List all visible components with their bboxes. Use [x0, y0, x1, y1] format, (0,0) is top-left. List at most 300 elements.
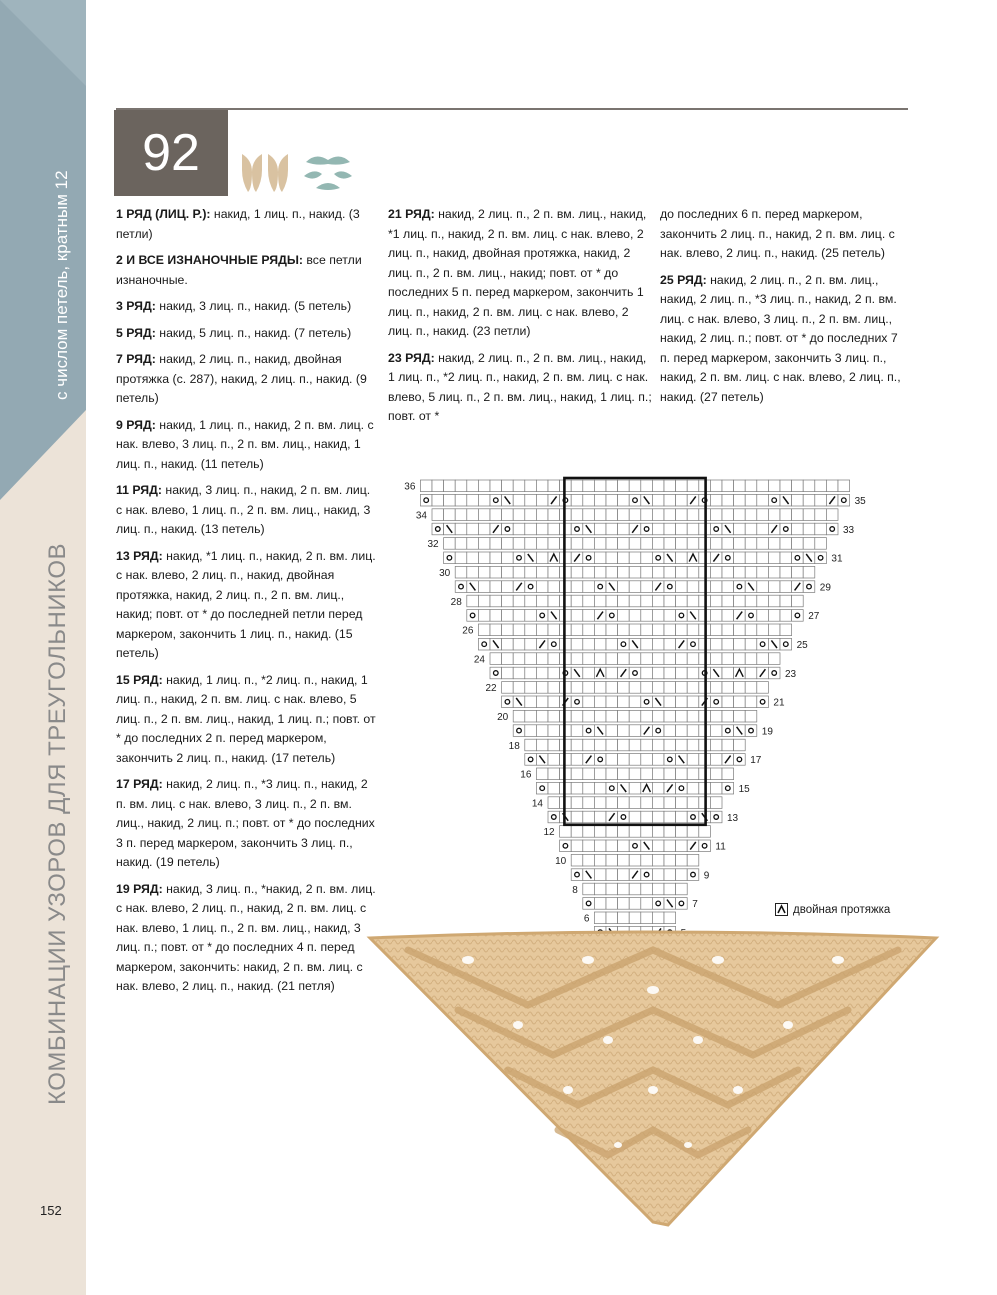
- chart-cell: [548, 638, 560, 650]
- row-label: 11: [715, 841, 726, 853]
- chart-cell: [478, 566, 490, 578]
- chart-cell: [687, 696, 699, 708]
- chart-cell: [710, 566, 722, 578]
- chart-cell: [641, 898, 653, 910]
- chart-cell: [676, 768, 688, 780]
- chart-cell: [583, 883, 595, 895]
- chart-cell: [757, 523, 769, 535]
- chart-cell: [664, 710, 676, 722]
- chart-cell: [525, 523, 537, 535]
- double-decrease-icon: [775, 903, 788, 916]
- chart-cell: [710, 523, 722, 535]
- chart-cell: [618, 523, 630, 535]
- chart-cell: [478, 480, 490, 492]
- chart-cell: [722, 610, 734, 622]
- chart-cell: [513, 624, 525, 636]
- chart-cell: [594, 566, 606, 578]
- chart-cell: [513, 566, 525, 578]
- chart-cell: [664, 523, 676, 535]
- chart-cell: [734, 595, 746, 607]
- chart-cell: [710, 696, 722, 708]
- chart-cell: [734, 480, 746, 492]
- chart-cell: [745, 682, 757, 694]
- chart-cell: [618, 653, 630, 665]
- chart-cell: [652, 509, 664, 521]
- chart-cell: [618, 624, 630, 636]
- chart-cell: [734, 710, 746, 722]
- chart-cell: [594, 552, 606, 564]
- chart-cell: [548, 754, 560, 766]
- chart-cell: [536, 523, 548, 535]
- chart-cell: [687, 739, 699, 751]
- row-label: 19: [761, 726, 773, 738]
- chart-cell: [571, 538, 583, 550]
- instruction-row: 23 РЯД: накид, 2 лиц. п., 2 п. вм. лиц., накид, 1 лиц. п., *2 лиц. п., накид, 2 п. вм. лиц. с нак. влево, 5 лиц. п., 2 п. вм. лиц., накид, 1 лиц. п.; повт. от *: [388, 350, 652, 423]
- chart-cell: [594, 883, 606, 895]
- chart-cell: [571, 595, 583, 607]
- chart-cell: [664, 696, 676, 708]
- chart-cell: [606, 638, 618, 650]
- chart-cell: [664, 840, 676, 852]
- chart-cell: [792, 509, 804, 521]
- chart-cell: [536, 782, 548, 794]
- chart-cell: [722, 725, 734, 737]
- chart-cell: [676, 696, 688, 708]
- pattern-number: 92: [114, 110, 228, 196]
- chart-cell: [571, 682, 583, 694]
- chart-cell: [722, 782, 734, 794]
- chart-cell: [641, 624, 653, 636]
- chart-cell: [560, 840, 572, 852]
- row-label: 31: [831, 553, 843, 565]
- chart-cell: [652, 854, 664, 866]
- chart-cell: [641, 696, 653, 708]
- chart-cell: [502, 523, 514, 535]
- chart-cell: [792, 566, 804, 578]
- chart-cell: [606, 710, 618, 722]
- chart-cell: [676, 538, 688, 550]
- chart-cell: [641, 883, 653, 895]
- chart-cell: [548, 595, 560, 607]
- chart-cell: [629, 538, 641, 550]
- chart-cell: [571, 610, 583, 622]
- chart-cell: [606, 624, 618, 636]
- chart-cell: [571, 653, 583, 665]
- chart-cell: [687, 869, 699, 881]
- chart-cell: [548, 581, 560, 593]
- chart-cell: [641, 682, 653, 694]
- chart-cell: [676, 883, 688, 895]
- chart-cell: [838, 480, 850, 492]
- chart-cell: [722, 682, 734, 694]
- chart-cell: [618, 898, 630, 910]
- chart-cell: [710, 710, 722, 722]
- chart-cell: [687, 523, 699, 535]
- chart-cell: [792, 552, 804, 564]
- page-number: 152: [40, 1203, 62, 1218]
- chart-cell: [780, 595, 792, 607]
- chart-cell: [548, 768, 560, 780]
- chart-cell: [641, 826, 653, 838]
- chart-cell: [525, 595, 537, 607]
- chart-cell: [606, 768, 618, 780]
- row-label: 10: [555, 856, 567, 867]
- chart-cell: [664, 869, 676, 881]
- chart-cell: [618, 480, 630, 492]
- chart-cell: [710, 811, 722, 823]
- chart-cell: [745, 552, 757, 564]
- chart-cell: [618, 494, 630, 506]
- chart-cell: [571, 739, 583, 751]
- chart-cell: [525, 739, 537, 751]
- chart-cell: [745, 710, 757, 722]
- chart-cell: [687, 782, 699, 794]
- chart-cell: [780, 610, 792, 622]
- chart-cell: [676, 667, 688, 679]
- chart-cell: [629, 854, 641, 866]
- instruction-row: 3 РЯД: накид, 3 лиц. п., накид. (5 петель): [116, 299, 352, 313]
- chart-cell: [803, 509, 815, 521]
- chart-cell: [745, 638, 757, 650]
- chart-cell: [664, 797, 676, 809]
- chart-cell: [513, 552, 525, 564]
- section-subtitle: с числом петель, кратным 12: [52, 170, 71, 400]
- chart-cell: [722, 739, 734, 751]
- chart-cell: [571, 869, 583, 881]
- chart-cell: [513, 653, 525, 665]
- chart-cell: [664, 667, 676, 679]
- sidebar: [0, 0, 86, 1295]
- chart-cell: [815, 552, 827, 564]
- row-label: 15: [738, 784, 750, 795]
- chart-cell: [652, 912, 664, 924]
- chart-cell: [722, 494, 734, 506]
- lace-yarnover-icon: [302, 152, 354, 192]
- chart-cell: [710, 797, 722, 809]
- chart-cell: [652, 739, 664, 751]
- chart-cell: [606, 696, 618, 708]
- chart-cell: [676, 797, 688, 809]
- row-label: 29: [819, 582, 831, 594]
- chart-cell: [676, 480, 688, 492]
- chart-cell: [734, 523, 746, 535]
- chart-cell: [455, 538, 467, 550]
- chart-cell: [618, 883, 630, 895]
- chart-cell: [536, 610, 548, 622]
- chart-cell: [768, 581, 780, 593]
- chart-cell: [606, 667, 618, 679]
- chart-cell: [664, 854, 676, 866]
- chart-cell: [734, 754, 746, 766]
- chart-cell: [513, 538, 525, 550]
- row-label: 24: [473, 654, 485, 666]
- chart-cell: [687, 682, 699, 694]
- row-label: 13: [727, 812, 739, 824]
- chart-cell: [710, 610, 722, 622]
- chart-cell: [629, 682, 641, 694]
- chart-cell: [536, 682, 548, 694]
- chart-cell: [606, 523, 618, 535]
- chart-cell: [583, 480, 595, 492]
- chart-cell: [664, 566, 676, 578]
- chart-cell: [699, 826, 711, 838]
- row-label: 23: [785, 668, 797, 680]
- chart-cell: [664, 653, 676, 665]
- chart-cell: [629, 494, 641, 506]
- chart-cell: [780, 523, 792, 535]
- chart-cell: [606, 912, 618, 924]
- chart-cell: [444, 552, 456, 564]
- chart-cell: [710, 682, 722, 694]
- chart-cell: [629, 912, 641, 924]
- chart-cell: [745, 523, 757, 535]
- chart-cell: [583, 624, 595, 636]
- chart-cell: [734, 509, 746, 521]
- chart-cell: [641, 912, 653, 924]
- chart-cell: [548, 653, 560, 665]
- chart-cell: [594, 480, 606, 492]
- chart-cell: [548, 566, 560, 578]
- chart-cell: [641, 538, 653, 550]
- row-label: 17: [750, 755, 762, 767]
- chart-cell: [664, 826, 676, 838]
- chart-cell: [571, 768, 583, 780]
- chart-cell: [768, 480, 780, 492]
- row-label: 16: [520, 769, 532, 781]
- chart-cell: [618, 869, 630, 881]
- row-label: 32: [427, 539, 439, 551]
- chart-cell: [652, 566, 664, 578]
- chart-cell: [583, 854, 595, 866]
- chart-cell: [745, 696, 757, 708]
- chart-cell: [687, 667, 699, 679]
- chart-cell: [641, 595, 653, 607]
- chart-cell: [780, 624, 792, 636]
- chart-cell: [618, 797, 630, 809]
- chart-cell: [594, 638, 606, 650]
- chart-cell: [594, 710, 606, 722]
- chart-cell: [502, 638, 514, 650]
- chart-cell: [676, 898, 688, 910]
- chart-cell: [606, 898, 618, 910]
- chart-cell: [676, 610, 688, 622]
- chart-cell: [629, 509, 641, 521]
- instruction-row: 5 РЯД: накид, 5 лиц. п., накид. (7 петель): [116, 325, 352, 340]
- chart-cell: [745, 509, 757, 521]
- chart-cell: [629, 811, 641, 823]
- chart-cell: [478, 494, 490, 506]
- chart-cell: [652, 667, 664, 679]
- chart-cell: [502, 581, 514, 593]
- chart-cell: [664, 682, 676, 694]
- chart-cell: [548, 739, 560, 751]
- chart-cell: [513, 725, 525, 737]
- chart-cell: [768, 566, 780, 578]
- chart-cell: [687, 826, 699, 838]
- chart-cell: [757, 494, 769, 506]
- chart-cell: [571, 854, 583, 866]
- chart-cell: [490, 595, 502, 607]
- chart-cell: [687, 725, 699, 737]
- chart-cell: [571, 725, 583, 737]
- instruction-row: 1 РЯД (ЛИЦ. Р.): накид, 1 лиц. п., накид. (3 петли): [116, 207, 360, 241]
- chart-cell: [548, 725, 560, 737]
- chart-cell: [757, 581, 769, 593]
- chart-cell: [734, 566, 746, 578]
- instruction-row: 15 РЯД: накид, 1 лиц. п., *2 лиц. п., накид, 1 лиц. п., накид, 2 п. вм. лиц. с нак. влево, 5 лиц. п., 2 п. вм. лиц., накид, 1 лиц. п.; повт. от * до последних 2 п. перед маркером, закончить 2 лиц. п., накид. (17 петель): [116, 672, 376, 765]
- chart-cell: [502, 610, 514, 622]
- chart-cell: [676, 782, 688, 794]
- chart-cell: [676, 509, 688, 521]
- chart-cell: [687, 811, 699, 823]
- chart-cell: [594, 754, 606, 766]
- chart-cell: [676, 653, 688, 665]
- chart-cell: [618, 854, 630, 866]
- chart-cell: [722, 595, 734, 607]
- chart-cell: [641, 869, 653, 881]
- chart-cell: [745, 538, 757, 550]
- chart-cell: [536, 667, 548, 679]
- chart-cell: [815, 523, 827, 535]
- chart-cell: [548, 682, 560, 694]
- chart-cell: [490, 480, 502, 492]
- chart-cell: [490, 509, 502, 521]
- chart-cell: [536, 552, 548, 564]
- chart-cell: [594, 811, 606, 823]
- chart-cell: [652, 898, 664, 910]
- row-label: 12: [543, 827, 555, 839]
- chart-cell: [571, 826, 583, 838]
- chart-cell: [676, 840, 688, 852]
- chart-cell: [780, 480, 792, 492]
- chart-cell: [525, 610, 537, 622]
- chart-cell: [641, 710, 653, 722]
- chart-cell: [606, 725, 618, 737]
- chart-cell: [583, 581, 595, 593]
- chart-cell: [525, 682, 537, 694]
- chart-cell: [641, 653, 653, 665]
- chart-cell: [768, 552, 780, 564]
- row-label: 21: [773, 697, 785, 709]
- chart-cell: [629, 480, 641, 492]
- chart-cell: [536, 480, 548, 492]
- chart-cell: [687, 624, 699, 636]
- chart-cell: [548, 696, 560, 708]
- chart-cell: [618, 638, 630, 650]
- chart-cell: [815, 538, 827, 550]
- chart-cell: [745, 610, 757, 622]
- chart-cell: [606, 854, 618, 866]
- chart-cell: [629, 725, 641, 737]
- chart-cell: [780, 509, 792, 521]
- chart-cell: [536, 696, 548, 708]
- row-label: 35: [854, 496, 866, 507]
- chart-cell: [606, 797, 618, 809]
- chart-cell: [525, 566, 537, 578]
- chart-cell: [583, 566, 595, 578]
- chart-cell: [629, 667, 641, 679]
- chart-cell: [502, 552, 514, 564]
- chart-cell: [583, 653, 595, 665]
- chart-cell: [687, 581, 699, 593]
- chart-cell: [583, 667, 595, 679]
- instruction-row: 13 РЯД: накид, *1 лиц. п., накид, 2 п. вм. лиц. с нак. влево, 2 лиц. п., накид, двойная протяжка, накид, 2 лиц. п., 2 п. вм. лиц., накид; повт. от * до последней петли перед маркером, закончить 1 лиц. п., накид. (15 петель): [116, 548, 376, 660]
- chart-cell: [652, 797, 664, 809]
- chart-cell: [583, 595, 595, 607]
- chart-cell: [583, 725, 595, 737]
- chart-cell: [722, 509, 734, 521]
- chart-cell: [502, 566, 514, 578]
- chart-cell: [536, 509, 548, 521]
- chart-cell: [571, 840, 583, 852]
- chart-cell: [792, 610, 804, 622]
- chart-cell: [745, 667, 757, 679]
- chart-cell: [710, 509, 722, 521]
- chart-cell: [502, 509, 514, 521]
- knitting-chart: [380, 470, 880, 925]
- chart-cell: [629, 754, 641, 766]
- row-label: 36: [404, 481, 416, 493]
- chart-cell: [664, 739, 676, 751]
- instruction-row: 11 РЯД: накид, 3 лиц. п., накид, 2 п. вм. лиц. с нак. влево, 1 лиц. п., 2 п. вм. лиц., накид, 3 лиц. п., накид. (13 петель): [116, 483, 371, 536]
- chart-cell: [664, 638, 676, 650]
- chart-cell: [815, 480, 827, 492]
- chart-cell: [641, 754, 653, 766]
- chart-cell: [641, 581, 653, 593]
- chart-cell: [722, 538, 734, 550]
- chart-cell: [594, 912, 606, 924]
- chart-cell: [583, 494, 595, 506]
- chart-cell: [606, 595, 618, 607]
- chart-cell: [502, 696, 514, 708]
- chart-cell: [513, 494, 525, 506]
- chart-cell: [583, 840, 595, 852]
- chart-cell: [734, 624, 746, 636]
- sidebar-accent-shape: [0, 0, 86, 500]
- chart-cell: [525, 710, 537, 722]
- row-label: 27: [808, 611, 820, 623]
- chart-cell: [838, 494, 850, 506]
- chart-cell: [618, 696, 630, 708]
- chart-cell: [815, 494, 827, 506]
- chart-cell: [745, 725, 757, 737]
- chart-cell: [710, 538, 722, 550]
- chart-cell: [664, 595, 676, 607]
- chart-cell: [652, 653, 664, 665]
- chart-cell: [629, 710, 641, 722]
- chart-cell: [652, 638, 664, 650]
- chart-cell: [826, 480, 838, 492]
- chart-cell: [722, 581, 734, 593]
- chart-cell: [420, 480, 432, 492]
- chart-cell: [502, 595, 514, 607]
- chart-cell: [652, 682, 664, 694]
- chart-cell: [571, 696, 583, 708]
- chart-cell: [722, 710, 734, 722]
- chart-cell: [641, 638, 653, 650]
- chart-cell: [583, 898, 595, 910]
- chart-cell: [594, 797, 606, 809]
- header-rule: [116, 108, 908, 110]
- chart-cell: [525, 538, 537, 550]
- chart-cell: [768, 653, 780, 665]
- row-label: 14: [531, 798, 543, 810]
- chart-cell: [467, 595, 479, 607]
- chart-cell: [652, 811, 664, 823]
- chart-cell: [606, 494, 618, 506]
- chart-cell: [594, 581, 606, 593]
- chart-cell: [652, 883, 664, 895]
